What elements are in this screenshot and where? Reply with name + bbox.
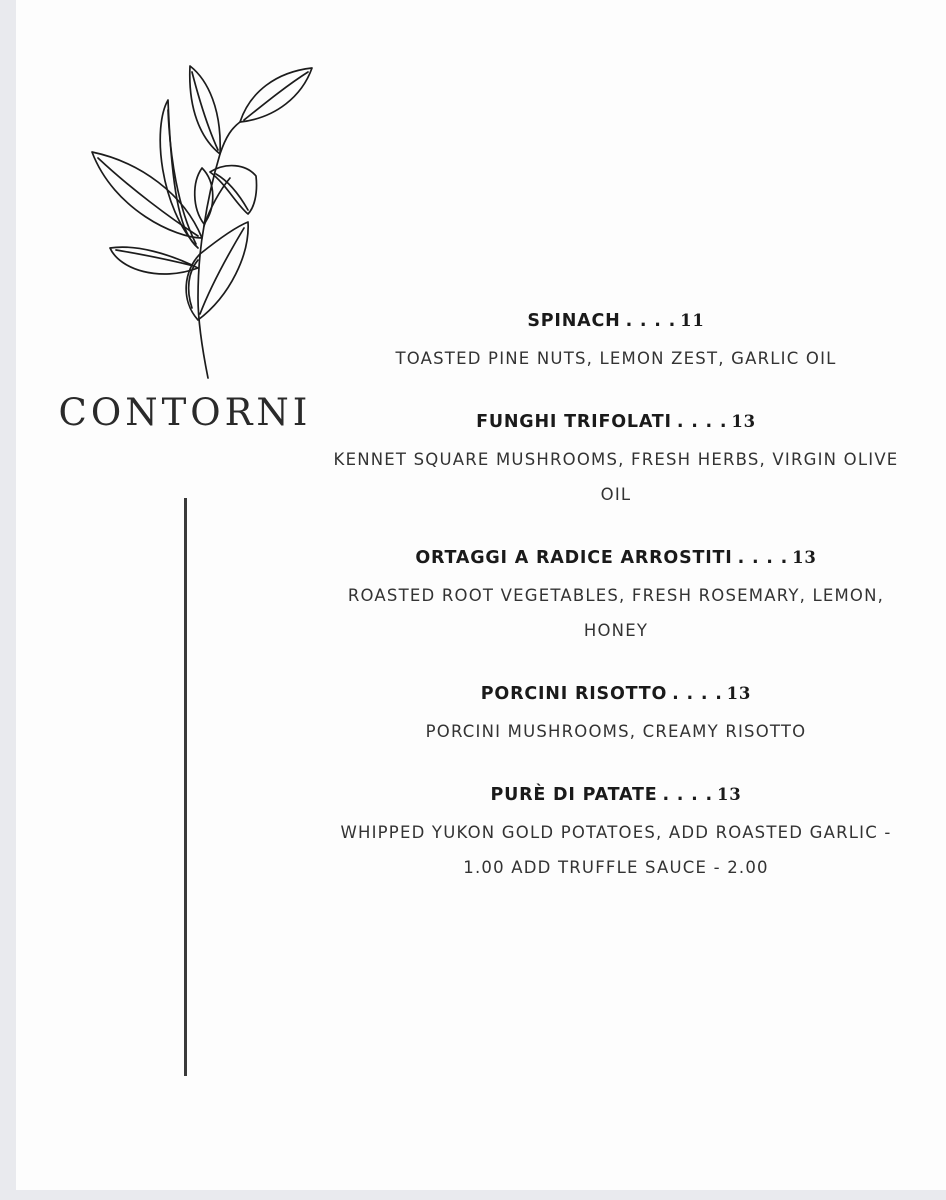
item-price: 13	[792, 548, 817, 567]
item-dots: . . . .	[676, 412, 728, 432]
item-price: 13	[726, 684, 752, 703]
item-description: KENNET SQUARE MUSHROOMS, FRESH HERBS, VIRGIN OLIVE OIL	[333, 450, 899, 504]
item-price: 13	[731, 412, 756, 431]
item-description: TOASTED PINE NUTS, LEMON ZEST, GARLIC OIL	[395, 349, 837, 368]
item-name: ORTAGGI A RADICE ARROSTITI	[415, 548, 733, 568]
item-name: PORCINI RISOTTO	[480, 684, 668, 704]
item-heading	[316, 780, 916, 810]
item-description: WHIPPED YUKON GOLD POTATOES, ADD ROASTED GARLIC - 1.00 ADD TRUFFLE SAUCE - 2.00	[340, 823, 892, 877]
menu-item-funghi-trifolati	[316, 407, 916, 512]
leaf-sprig-icon	[80, 58, 320, 388]
menu-item-ortaggi	[316, 543, 916, 648]
item-heading	[316, 543, 916, 573]
item-description: PORCINI MUSHROOMS, CREAMY RISOTTO	[425, 722, 807, 741]
item-name: PURÈ DI PATATE	[490, 785, 658, 805]
item-dots: . . . .	[625, 311, 677, 331]
menu-item-spinach	[316, 306, 916, 376]
vertical-divider	[184, 498, 187, 1076]
item-dots: . . . .	[737, 548, 789, 568]
menu-item-porcini-risotto	[316, 679, 916, 749]
item-heading	[316, 407, 916, 437]
item-price: 13	[716, 785, 742, 804]
item-description: ROASTED ROOT VEGETABLES, FRESH ROSEMARY, LEMON, HONEY	[347, 586, 885, 640]
item-name: SPINACH	[527, 311, 621, 331]
item-price: 11	[680, 311, 705, 330]
menu-page	[16, 0, 946, 1190]
item-dots: . . . .	[662, 785, 713, 805]
section-title: CONTORNI	[58, 391, 312, 434]
item-heading	[316, 306, 916, 336]
menu-list	[316, 306, 916, 916]
menu-item-pure-di-patate	[316, 780, 916, 885]
item-heading	[316, 679, 916, 709]
item-name: FUNGHI TRIFOLATI	[476, 412, 672, 432]
item-dots: . . . .	[672, 684, 723, 704]
